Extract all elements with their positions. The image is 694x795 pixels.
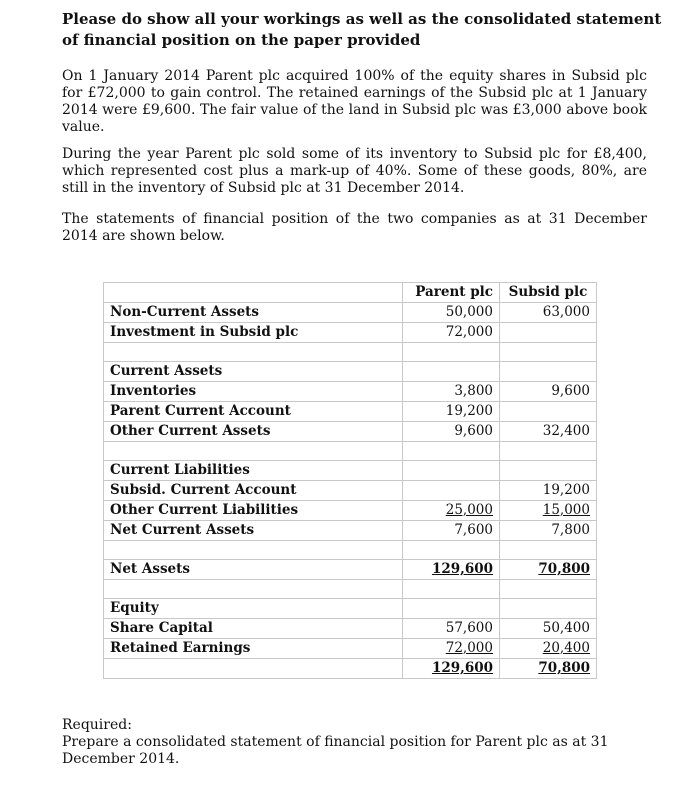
table-spacer-row [104,343,597,362]
parent-value [403,501,500,521]
subsid-value [500,343,597,362]
row-label: Net Current Assets [104,521,403,541]
instruction-heading: Please do show all your workings as well as the consolidated statement of financial position on the paper provided [62,10,662,49]
parent-value: 19,200 [403,402,500,422]
equity-total-parent: 129,600 [431,660,493,676]
subsid-value [500,442,597,461]
parent-value [403,461,500,481]
parent-value: 72,000 [403,323,500,343]
table-spacer-row [104,580,597,599]
table-row [104,362,597,382]
row-label: Share Capital [104,619,403,639]
parent-value: 57,600 [403,619,500,639]
parent-value [403,541,500,560]
row-label [104,580,403,599]
parent-value: 3,800 [403,382,500,402]
underlined-value: 25,000 [445,502,493,518]
subsid-value: 50,400 [500,619,597,639]
parent-value [403,580,500,599]
subsid-value [500,402,597,422]
table-row [104,422,597,442]
required-section [62,717,662,768]
parent-value [403,442,500,461]
subsid-value [500,599,597,619]
underlined-value: 72,000 [445,640,493,656]
table-row [104,619,597,639]
row-label [104,541,403,560]
row-label: Other Current Assets [104,422,403,442]
subsid-value [500,461,597,481]
table-row [104,382,597,402]
table-row [104,481,597,501]
parent-value [403,362,500,382]
inventory-sale-paragraph: During the year Parent plc sold some of its inventory to Subsid plc for £8,400, which represented cost plus a mark-up of 40%. Some of these goods, 80%, are still in the inventory of Subsid plc at 31 December 2014. [62,146,647,196]
net-assets-parent: 129,600 [431,561,493,577]
header-parent-plc: Parent plc [403,283,500,303]
table-row [104,461,597,481]
parent-value: 7,600 [403,521,500,541]
parent-value [403,481,500,501]
table-spacer-row [104,442,597,461]
subsid-value: 19,200 [500,481,597,501]
statements-intro-paragraph: The statements of financial position of the two companies as at 31 December 2014 are shown below. [62,211,647,244]
parent-value [403,659,500,679]
subsid-value: 32,400 [500,422,597,442]
section-label-current-liabilities: Current Liabilities [104,461,403,481]
parent-value: 50,000 [403,303,500,323]
row-label: Parent Current Account [104,402,403,422]
table-row [104,599,597,619]
section-label-current-assets: Current Assets [104,362,403,382]
parent-value: 9,600 [403,422,500,442]
subsid-value: 63,000 [500,303,597,323]
net-assets-subsid: 70,800 [538,561,590,577]
table-row [104,402,597,422]
header-subsid-plc: Subsid plc [500,283,597,303]
row-label: Other Current Liabilities [104,501,403,521]
header-label-cell [104,283,403,303]
subsid-value [500,501,597,521]
equity-total-subsid: 70,800 [538,660,590,676]
subsid-value [500,580,597,599]
row-label: Net Assets [104,560,403,580]
table-spacer-row [104,541,597,560]
row-label: Subsid. Current Account [104,481,403,501]
subsid-value: 9,600 [500,382,597,402]
row-label: Retained Earnings [104,639,403,659]
row-label [104,442,403,461]
table-row [104,639,597,659]
subsid-value [500,639,597,659]
underlined-value: 15,000 [542,502,590,518]
underlined-value: 20,400 [542,640,590,656]
financial-position-table [103,282,597,679]
parent-value [403,639,500,659]
required-label: Required: [62,717,132,733]
row-label [104,343,403,362]
subsid-value [500,659,597,679]
table-total-row [104,659,597,679]
acquisition-paragraph: On 1 January 2014 Parent plc acquired 100% of the equity shares in Subsid plc for £72,000 to gain control. The retained earnings of the Subsid plc at 1 January 2014 were £9,600. The fair value of the land in Subsid plc was £3,000 above book value. [62,68,647,135]
parent-value [403,343,500,362]
table-row [104,303,597,323]
section-label-equity: Equity [104,599,403,619]
subsid-value [500,323,597,343]
subsid-value [500,560,597,580]
subsid-value [500,362,597,382]
table-header-row [104,283,597,303]
row-label: Inventories [104,382,403,402]
table-row [104,521,597,541]
table-row [104,323,597,343]
required-text: Prepare a consolidated statement of financial position for Parent plc as at 31 December 2014. [62,734,609,767]
parent-value [403,560,500,580]
subsid-value [500,541,597,560]
row-label: Non-Current Assets [104,303,403,323]
row-label: Investment in Subsid plc [104,323,403,343]
row-label [104,659,403,679]
table-row [104,501,597,521]
subsid-value: 7,800 [500,521,597,541]
table-row [104,560,597,580]
parent-value [403,599,500,619]
